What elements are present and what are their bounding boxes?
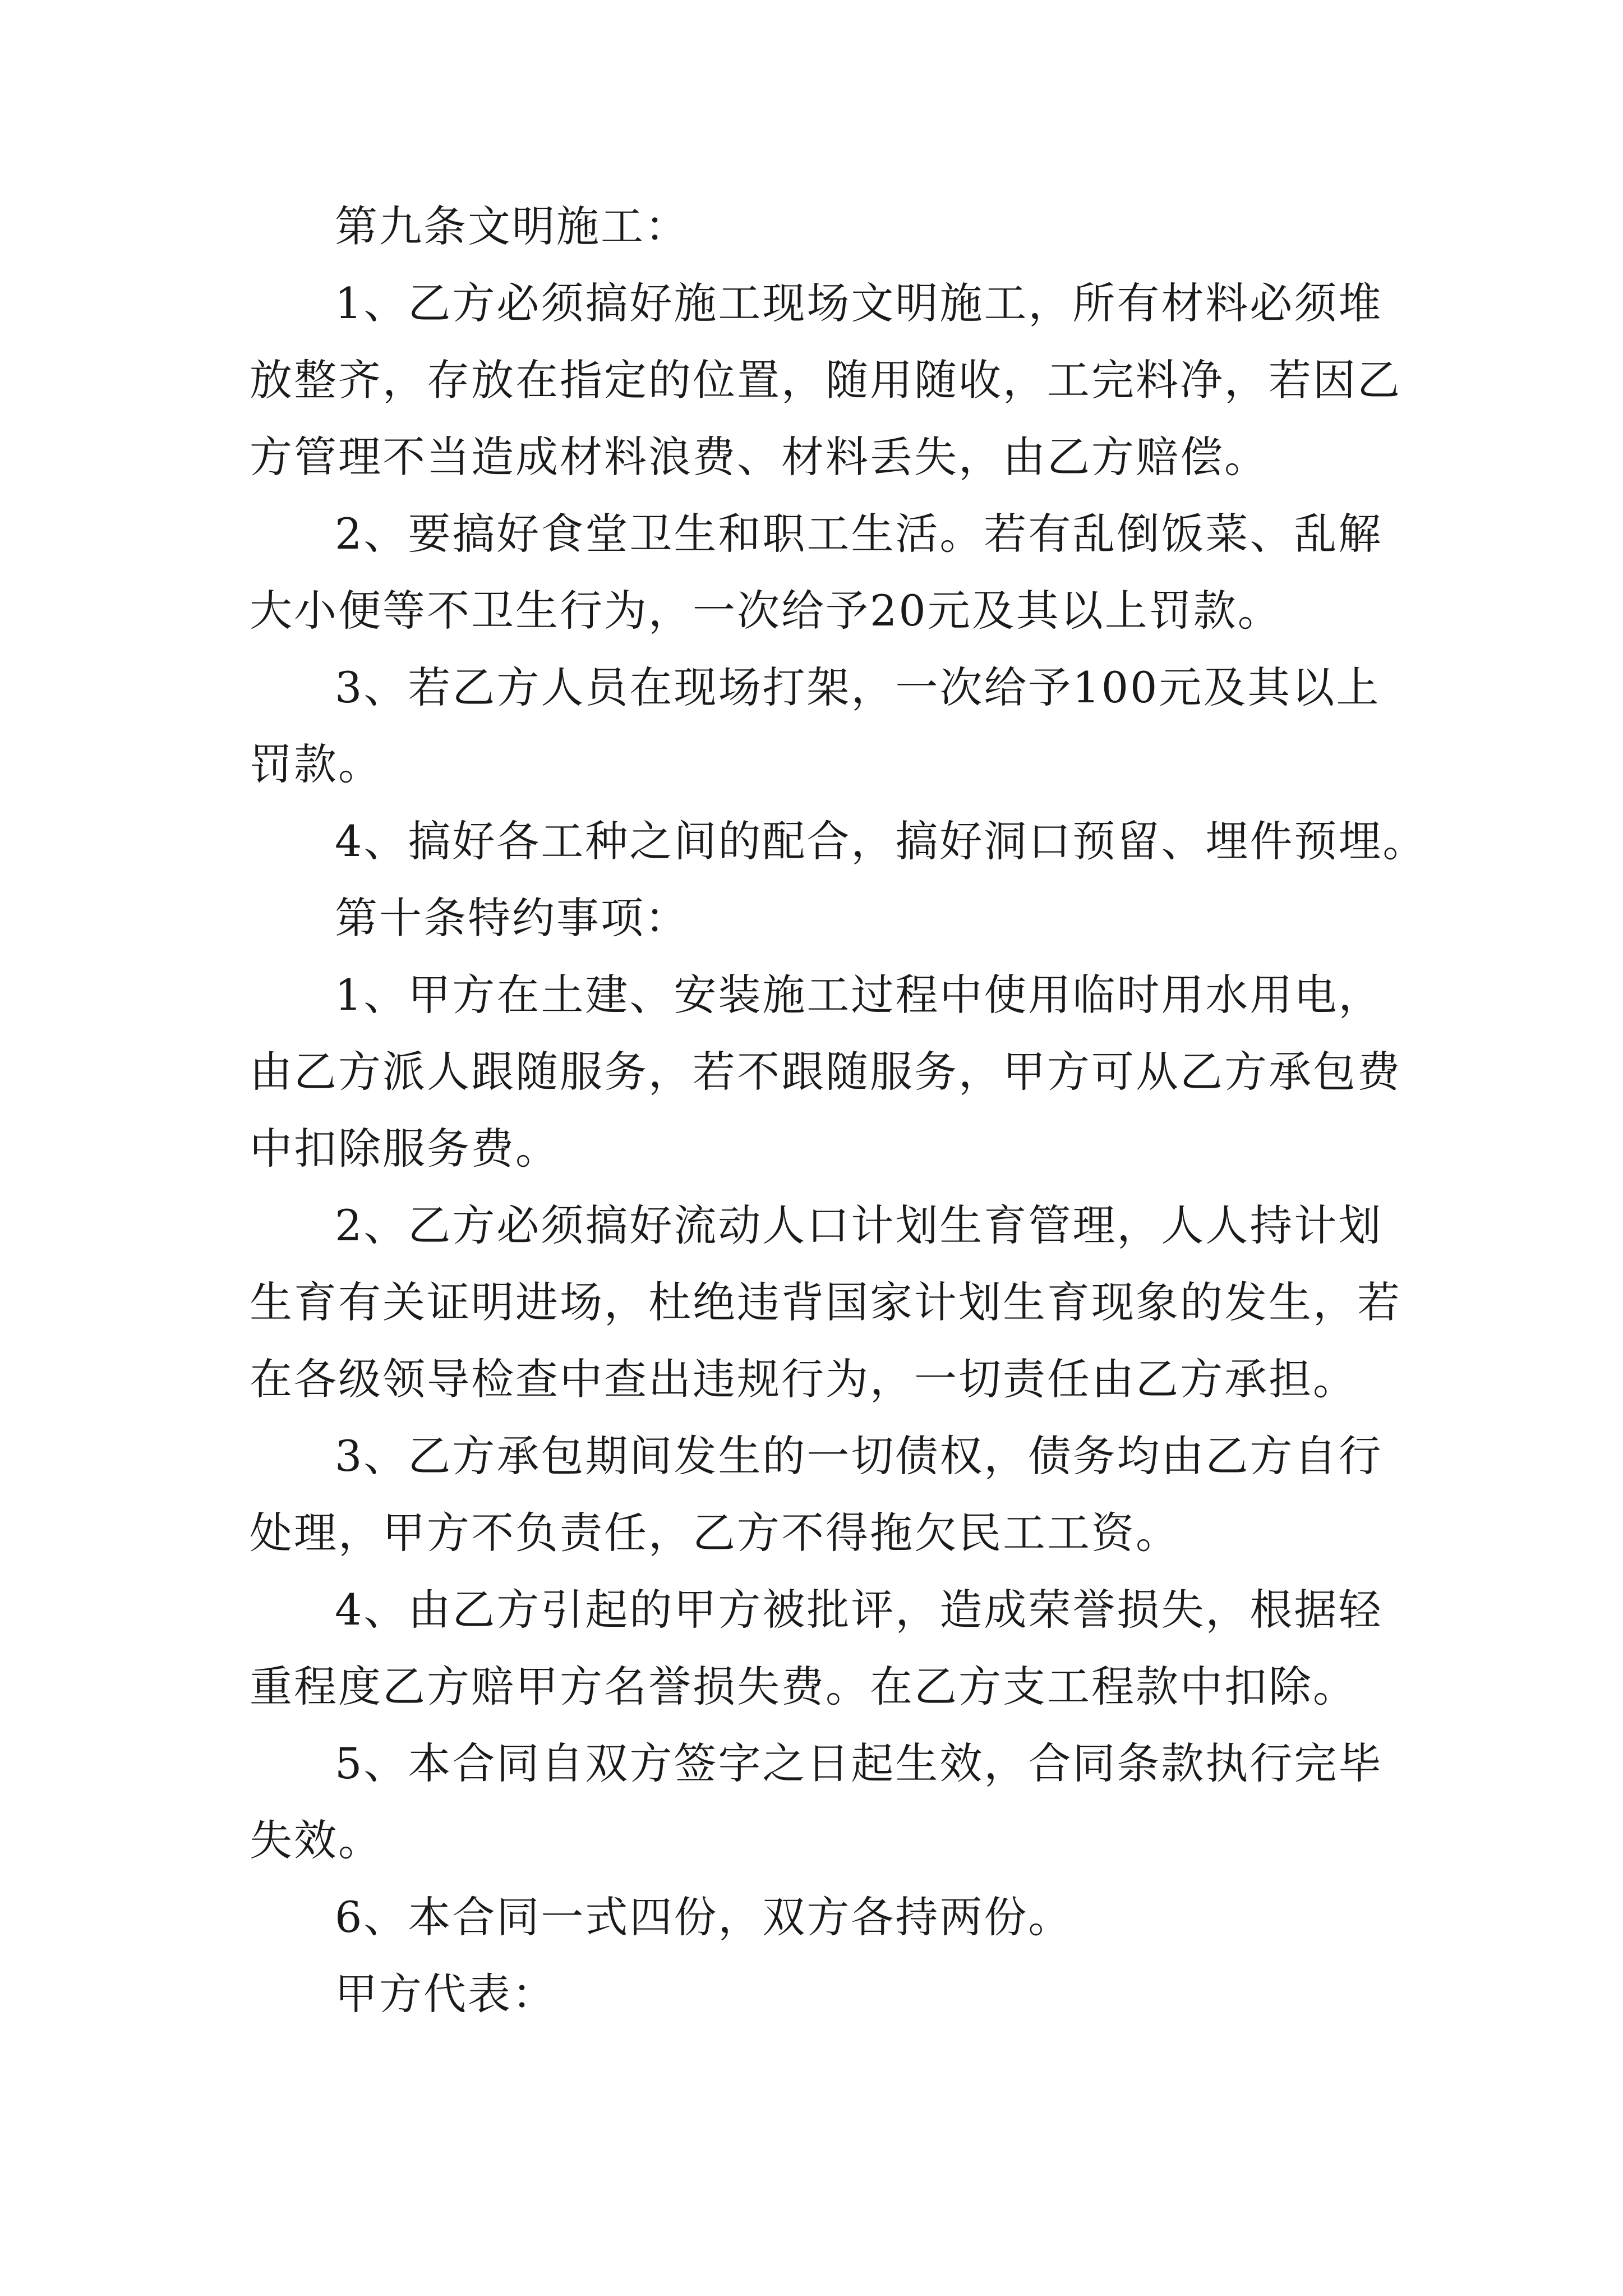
paragraph-line: 罚款。: [250, 739, 382, 789]
paragraph-line: 5、本合同自双方签字之日起生效，合同条款执行完毕: [335, 1738, 1383, 1788]
paragraph-line: 4、搞好各工种之间的配合，搞好洞口预留、埋件预埋。: [335, 816, 1427, 866]
paragraph-line: 4、由乙方引起的甲方被批评，造成荣誉损失，根据轻: [335, 1585, 1383, 1635]
paragraph-line: 大小便等不卫生行为，一次给予20元及其以上罚款。: [250, 586, 1282, 636]
paragraph-line: 1、甲方在土建、安装施工过程中使用临时用水用电，: [335, 970, 1383, 1020]
article-9-heading: 第九条文明施工：: [335, 201, 689, 251]
paragraph-line: 2、乙方必须搞好流动人口计划生育管理，人人持计划: [335, 1200, 1383, 1250]
paragraph-line: 3、乙方承包期间发生的一切债权，债务均由乙方自行: [335, 1431, 1383, 1481]
paragraph-line: 由乙方派人跟随服务，若不跟随服务，甲方可从乙方承包费: [250, 1047, 1401, 1097]
paragraph-line: 1、乙方必须搞好施工现场文明施工，所有材料必须堆: [335, 278, 1383, 328]
paragraph-line: 失效。: [250, 1815, 382, 1865]
paragraph-line: 6、本合同一式四份，双方各持两份。: [335, 1892, 1073, 1942]
paragraph-line: 方管理不当造成材料浪费、材料丢失，由乙方赔偿。: [250, 432, 1269, 482]
paragraph-line: 在各级领导检查中查出违规行为，一切责任由乙方承担。: [250, 1354, 1357, 1404]
party-a-representative-label: 甲方代表：: [335, 1969, 556, 2019]
paragraph-line: 重程度乙方赔甲方名誉损失费。在乙方支工程款中扣除。: [250, 1662, 1357, 1711]
article-10-heading: 第十条特约事项：: [335, 893, 689, 943]
paragraph-line: 3、若乙方人员在现场打架，一次给予100元及其以上: [335, 662, 1381, 712]
paragraph-line: 2、要搞好食堂卫生和职工生活。若有乱倒饭菜、乱解: [335, 509, 1383, 559]
paragraph-line: 处理，甲方不负责任，乙方不得拖欠民工工资。: [250, 1508, 1180, 1558]
contract-text-body: [250, 188, 1427, 2032]
paragraph-line: 生育有关证明进场，杜绝违背国家计划生育现象的发生，若: [250, 1277, 1401, 1327]
paragraph-line: 放整齐，存放在指定的位置，随用随收，工完料净，若因乙: [250, 355, 1401, 405]
paragraph-line: 中扣除服务费。: [250, 1124, 560, 1174]
